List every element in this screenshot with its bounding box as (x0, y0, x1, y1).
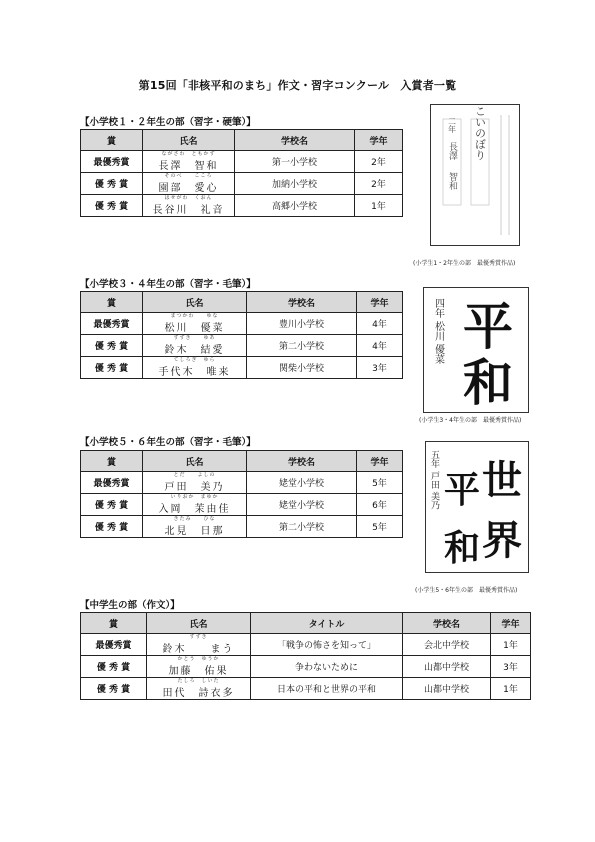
school-cell: 第二小学校 (247, 335, 357, 357)
school-cell: 第二小学校 (247, 516, 357, 538)
table-header-row (81, 292, 403, 313)
school-cell: 姥堂小学校 (247, 494, 357, 516)
artwork-grade-3-4-image (424, 288, 528, 412)
student-name: 手代木 唯来 (158, 367, 231, 378)
award-table-junior-high (80, 612, 531, 700)
table-row (81, 472, 403, 494)
artwork-text: 二年 (447, 117, 457, 133)
table-header-row (81, 451, 403, 472)
table-row (81, 634, 531, 656)
header-grade: 学年 (357, 292, 403, 313)
grade-cell: 3年 (491, 656, 531, 678)
artwork-big-char: 和 (463, 353, 513, 412)
name-ruby: すずき ゆあ (173, 335, 216, 341)
artwork-caption: (小学生1・2年生の部 最優秀賞作品) (413, 260, 516, 267)
grade-cell: 6年 (357, 494, 403, 516)
header-school: 学校名 (247, 292, 357, 313)
artwork-grade-1-2 (430, 104, 520, 246)
name-cell (147, 634, 251, 656)
name-cell (143, 516, 247, 538)
name-ruby: いりおか まゆか (170, 494, 219, 500)
prize-cell: 優 秀 賞 (81, 357, 143, 379)
table-row (81, 195, 403, 217)
header-prize: 賞 (81, 292, 143, 313)
section-heading-junior-high: 【中学生の部（作文）】 (80, 600, 180, 611)
student-name: 入岡 茉由佳 (158, 504, 231, 515)
school-cell: 姥堂小学校 (247, 472, 357, 494)
artwork-text: 長澤 (447, 142, 457, 160)
award-table-grade-3-4 (80, 291, 403, 379)
name-ruby: そのべ こころ (164, 173, 213, 179)
grade-cell: 4年 (357, 313, 403, 335)
student-name: 戸田 美乃 (164, 482, 225, 493)
student-name: 園部 愛心 (158, 183, 219, 194)
grade-cell: 4年 (357, 335, 403, 357)
artwork-text: こいのぼり (473, 105, 487, 161)
header-prize: 賞 (81, 613, 147, 634)
prize-cell: 最優秀賞 (81, 472, 143, 494)
name-ruby: とだ よしの (173, 472, 216, 478)
grade-cell: 5年 (357, 472, 403, 494)
prize-cell: 最優秀賞 (81, 634, 147, 656)
school-cell: 加納小学校 (235, 173, 355, 195)
artwork-grade-5-6-image (426, 442, 528, 572)
artwork-caption: (小学生3・4年生の部 最優秀賞作品) (419, 417, 522, 424)
document-title: 第15回「非核平和のまち」作文・習字コンクール 入賞者一覧 (138, 79, 457, 92)
prize-cell: 優 秀 賞 (81, 656, 147, 678)
prize-cell: 最優秀賞 (81, 313, 143, 335)
name-ruby: はせがわ くおん (164, 195, 213, 201)
name-cell (143, 335, 247, 357)
table-row (81, 335, 403, 357)
table-row (81, 516, 403, 538)
header-grade: 学年 (357, 451, 403, 472)
school-cell: 第一小学校 (235, 151, 355, 173)
header-name: 氏名 (143, 130, 235, 151)
artwork-big-char: 和 (443, 527, 481, 569)
header-title: タイトル (251, 613, 403, 634)
artwork-grade-1-2-image (431, 105, 519, 245)
name-cell (147, 678, 251, 700)
student-name: 鈴木 結愛 (164, 345, 225, 356)
table-row (81, 173, 403, 195)
school-cell: 豊川小学校 (247, 313, 357, 335)
essay-title-cell: 「戦争の怖さを知って」 (251, 634, 403, 656)
header-school: 学校名 (403, 613, 491, 634)
artwork-big-char: 平 (443, 469, 481, 511)
student-name: 長谷川 礼音 (152, 205, 225, 216)
grade-cell: 5年 (357, 516, 403, 538)
table-row (81, 656, 531, 678)
header-prize: 賞 (81, 130, 143, 151)
artwork-text: 智和 (447, 172, 457, 190)
name-ruby: まつかわ ゆな (170, 313, 219, 319)
header-prize: 賞 (81, 451, 143, 472)
name-ruby: たしろ しいた (177, 678, 220, 684)
name-cell (143, 195, 235, 217)
table-header-row (81, 613, 531, 634)
prize-cell: 優 秀 賞 (81, 173, 143, 195)
prize-cell: 最優秀賞 (81, 151, 143, 173)
name-ruby: てしろぎ ゆら (173, 357, 216, 363)
header-grade: 学年 (355, 130, 403, 151)
artwork-big-char: 世 (482, 457, 522, 504)
name-cell (143, 151, 235, 173)
name-ruby: きたみ ひな (173, 516, 216, 522)
prize-cell: 優 秀 賞 (81, 516, 143, 538)
artwork-signature: 五年 戸田 美乃 (429, 450, 439, 510)
school-cell: 山都中学校 (403, 656, 491, 678)
table-row (81, 151, 403, 173)
header-name: 氏名 (143, 451, 247, 472)
school-cell: 会北中学校 (403, 634, 491, 656)
prize-cell: 優 秀 賞 (81, 494, 143, 516)
name-cell (143, 494, 247, 516)
section-heading-grade-3-4: 【小学校３・４年生の部（習字・毛筆）】 (80, 279, 256, 290)
header-grade: 学年 (491, 613, 531, 634)
section-heading-grade-1-2: 【小学校１・２年生の部（習字・硬筆）】 (80, 117, 256, 128)
award-table-grade-5-6 (80, 450, 403, 538)
grade-cell: 3年 (357, 357, 403, 379)
name-cell (143, 472, 247, 494)
student-name: 北見 日那 (164, 526, 225, 537)
school-cell: 関柴小学校 (247, 357, 357, 379)
prize-cell: 優 秀 賞 (81, 195, 143, 217)
name-ruby: かとう ゆうか (177, 656, 220, 662)
artwork-grade-3-4 (423, 287, 529, 413)
essay-title-cell: 争わないために (251, 656, 403, 678)
artwork-big-char: 界 (482, 517, 522, 564)
grade-cell: 1年 (355, 195, 403, 217)
prize-cell: 優 秀 賞 (81, 335, 143, 357)
student-name: 加藤 佑果 (168, 666, 229, 677)
table-row (81, 357, 403, 379)
name-cell (147, 656, 251, 678)
student-name: 長澤 智和 (158, 161, 219, 172)
header-name: 氏名 (147, 613, 251, 634)
header-school: 学校名 (247, 451, 357, 472)
name-cell (143, 313, 247, 335)
artwork-big-char: 平 (463, 297, 513, 356)
section-heading-grade-5-6: 【小学校５・６年生の部（習字・毛筆）】 (80, 437, 256, 448)
header-name: 氏名 (143, 292, 247, 313)
name-cell (143, 173, 235, 195)
award-table-grade-1-2 (80, 129, 403, 217)
name-ruby: ながさわ ともかず (161, 151, 216, 157)
table-row (81, 678, 531, 700)
grade-cell: 1年 (491, 634, 531, 656)
grade-cell: 1年 (491, 678, 531, 700)
grade-cell: 2年 (355, 173, 403, 195)
name-ruby: すずき (189, 634, 208, 640)
school-cell: 高郷小学校 (235, 195, 355, 217)
artwork-signature: 四年 松川 優菜 (432, 298, 444, 365)
table-row (81, 494, 403, 516)
essay-title-cell: 日本の平和と世界の平和 (251, 678, 403, 700)
grade-cell: 2年 (355, 151, 403, 173)
artwork-grade-5-6 (425, 441, 529, 573)
artwork-caption: (小学生5・6年生の部 最優秀賞作品) (415, 587, 518, 594)
school-cell: 山都中学校 (403, 678, 491, 700)
student-name: 鈴木 まう (162, 644, 235, 655)
header-school: 学校名 (235, 130, 355, 151)
prize-cell: 優 秀 賞 (81, 678, 147, 700)
table-row (81, 313, 403, 335)
name-cell (143, 357, 247, 379)
table-header-row (81, 130, 403, 151)
student-name: 松川 優菜 (164, 323, 225, 334)
student-name: 田代 詩衣多 (162, 688, 235, 699)
